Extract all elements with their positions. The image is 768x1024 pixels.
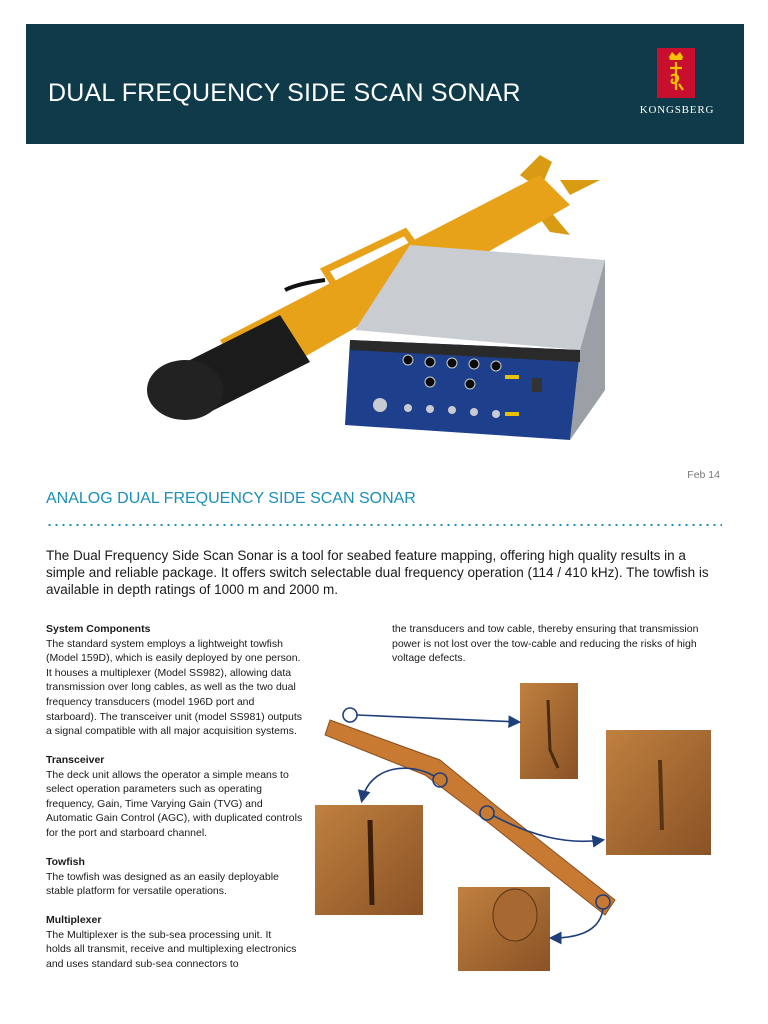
section-multiplexer	[46, 913, 298, 971]
section-title: Multiplexer	[46, 914, 102, 926]
dotted-divider	[46, 523, 722, 527]
sonar-image-2	[606, 730, 711, 855]
section-text: The Multiplexer is the sub-sea processing unit. It holds all transmit, receive and multiplexing electronics and uses standard sub-sea connectors to	[46, 928, 297, 970]
section-towfish	[46, 855, 294, 899]
kongsberg-logo-icon	[657, 48, 695, 98]
right-column-text: the transducers and tow cable, thereby ensuring that transmission power is not lost over the tow-cable and reducing the risks of high voltage defects.	[392, 623, 699, 665]
sonar-track-diagram	[300, 680, 730, 980]
section-title: Transceiver	[46, 754, 105, 766]
section-text: The towfish was designed as an easily deployable stable platform for versatile operations.	[46, 870, 279, 898]
product-photo	[140, 150, 610, 450]
header-banner	[26, 24, 744, 144]
section-heading: ANALOG DUAL FREQUENCY SIDE SCAN SONAR	[46, 490, 416, 507]
publication-date: Feb 14	[687, 469, 720, 481]
section-text: The deck unit allows the operator a simple means to select operation parameters such as operating frequency, Gain, Time Varying Gain (TVG) and Automatic Gain Control (AGC), with duplicated controls for the port and starboard channel.	[46, 768, 303, 839]
section-text: The standard system employs a lightweight towfish (Model 159D), which is easily deployed by one person. It houses a multiplexer (Model SS982), allowing data transmission over long cables, as well as the two dual frequency transducers (model 196D port and starboard). The transceiver unit (model SS981) outputs a signal compatible with all major acquisition systems.	[46, 637, 303, 738]
document-title: DUAL FREQUENCY SIDE SCAN SONAR	[48, 79, 521, 107]
section-title: Towfish	[46, 856, 85, 868]
arrow	[357, 715, 518, 722]
intro-paragraph: The Dual Frequency Side Scan Sonar is a tool for seabed feature mapping, offering high quality results in a simple and reliable package. It offers switch selectable dual frequency operation (114 / 410 kHz). The towfish is available in depth ratings of 1000 m and 2000 m.	[46, 548, 709, 597]
arrow	[552, 909, 603, 938]
section-title: System Components	[46, 623, 151, 635]
section-system-components	[46, 622, 308, 739]
brand-name: KONGSBERG	[639, 104, 715, 116]
marker-circle	[343, 708, 357, 722]
section-transceiver	[46, 753, 304, 841]
